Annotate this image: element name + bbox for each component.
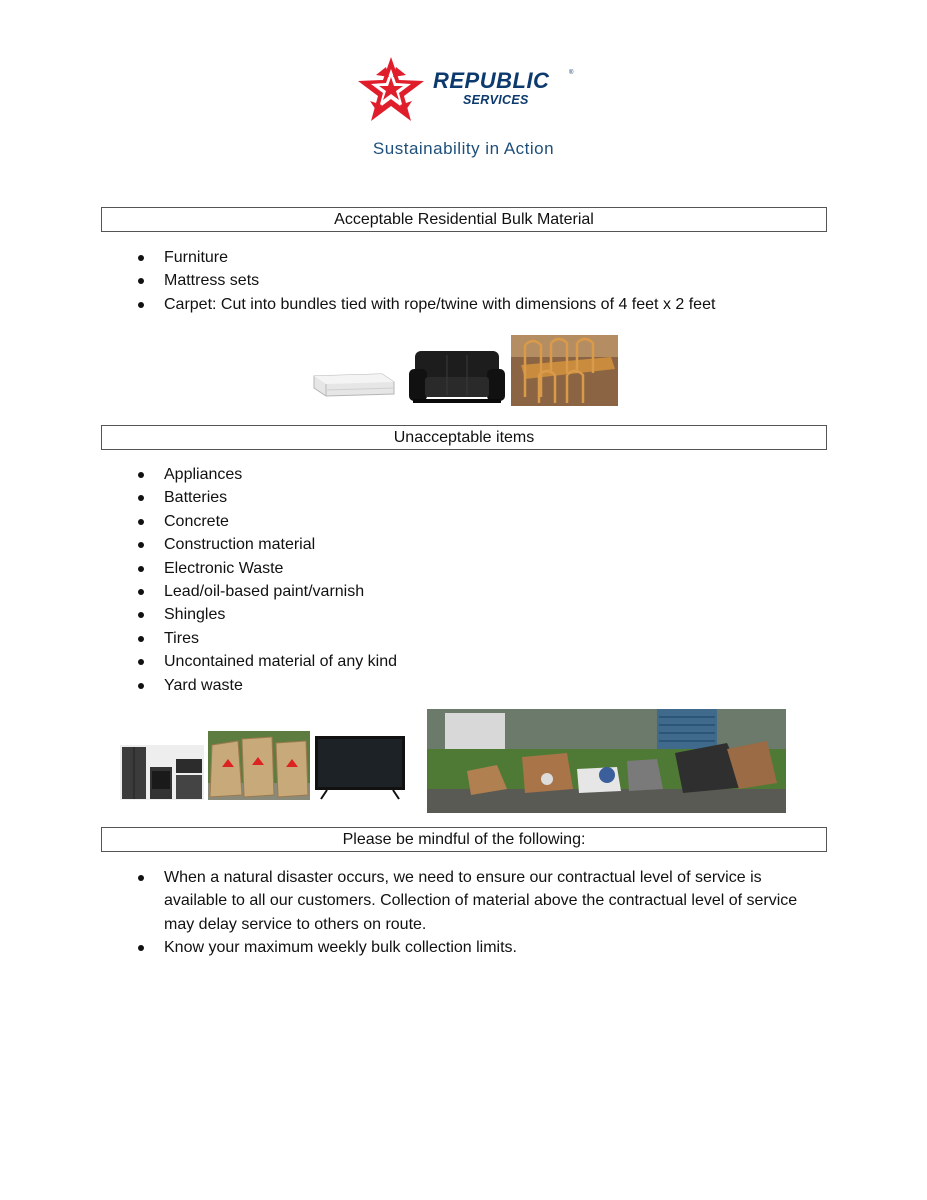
list-item: Yard waste <box>136 674 816 697</box>
list-item: Shingles <box>136 603 816 626</box>
acceptable-section-title: Acceptable Residential Bulk Material <box>101 207 827 232</box>
list-item: Carpet: Cut into bundles tied with rope/twine with dimensions of 4 feet x 2 feet <box>136 293 816 316</box>
television-photo <box>313 736 407 800</box>
republic-services-logo <box>356 55 576 125</box>
brand-name-line1: REPUBLIC <box>433 68 550 93</box>
list-item: Know your maximum weekly bulk collection limits. <box>136 936 806 959</box>
mindful-items-list <box>136 866 806 960</box>
list-item: Furniture <box>136 246 816 269</box>
brand-name-line2: SERVICES <box>463 93 529 107</box>
mindful-section-title: Please be mindful of the following: <box>101 827 827 852</box>
star-logo-icon <box>356 55 426 125</box>
list-item: Uncontained material of any kind <box>136 650 816 673</box>
unacceptable-section-title: Unacceptable items <box>101 425 827 450</box>
list-item: Construction material <box>136 533 816 556</box>
list-item: Appliances <box>136 463 816 486</box>
list-item: When a natural disaster occurs, we need to ensure our contractual level of service is available to all our customers. Collection of material above the contractual level of service may delay service to others on route. <box>136 866 806 936</box>
dining-table-photo <box>511 335 618 406</box>
list-item: Mattress sets <box>136 269 816 292</box>
kitchen-appliances-photo <box>120 745 204 800</box>
curbside-debris-photo <box>427 709 786 813</box>
acceptable-items-list <box>136 246 816 316</box>
mattress-photo <box>312 368 396 400</box>
yard-waste-bags-photo <box>208 731 310 800</box>
leather-sofa-photo <box>407 347 507 406</box>
unacceptable-items-list <box>136 463 816 697</box>
list-item: Lead/oil-based paint/varnish <box>136 580 816 603</box>
tagline: Sustainability in Action <box>372 139 555 158</box>
list-item: Batteries <box>136 486 816 509</box>
list-item: Concrete <box>136 510 816 533</box>
list-item: Tires <box>136 627 816 650</box>
trademark-mark: ® <box>569 70 574 76</box>
list-item: Electronic Waste <box>136 557 816 580</box>
